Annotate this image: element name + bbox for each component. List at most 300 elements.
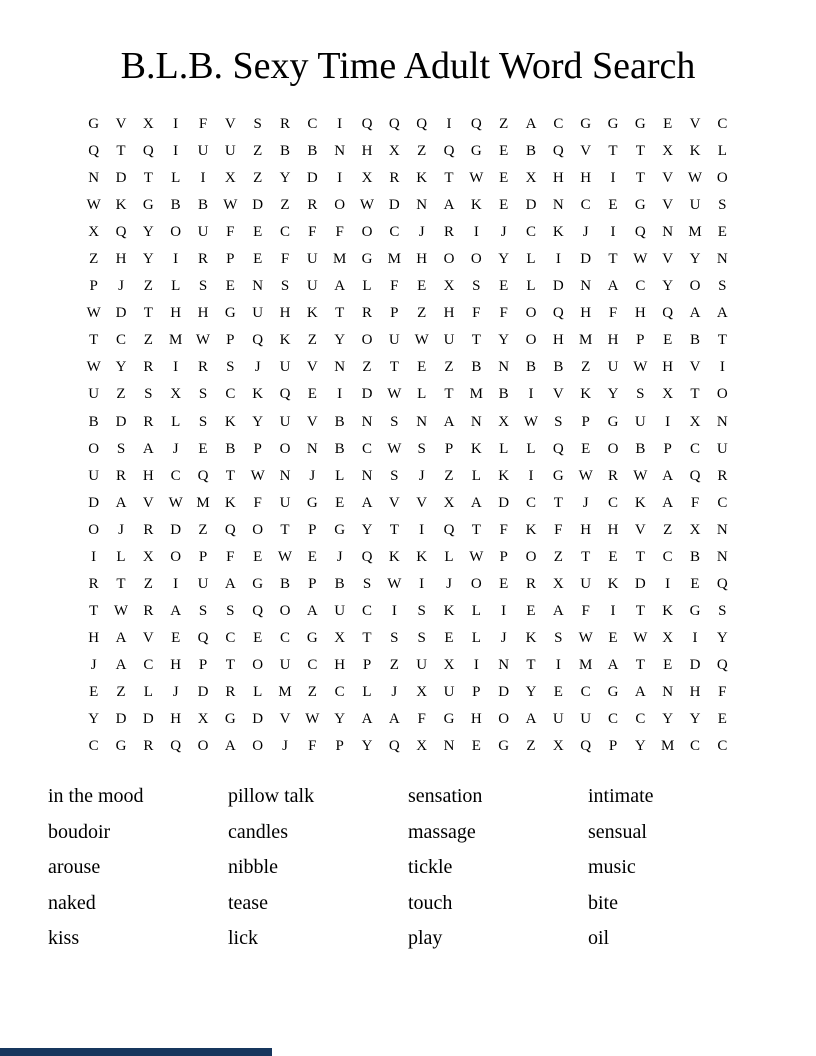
grid-cell: O [334,197,346,214]
grid-cell: G [607,413,619,430]
grid-cell: D [115,413,127,430]
grid-cell: V [634,521,646,538]
grid-cell: U [443,332,455,349]
grid-cell: R [143,413,154,430]
grid-cell: U [224,143,236,160]
grid-cell: I [555,656,561,673]
grid-cell: M [688,224,702,241]
grid-cell: N [716,251,728,268]
grid-cell: O [252,521,264,538]
grid-cell: C [361,602,372,619]
grid-cell: R [143,738,154,755]
grid-cell: Q [580,738,592,755]
grid-cell: C [170,467,181,484]
grid-cell: Q [252,332,264,349]
word-item: play [408,927,443,949]
grid-cell: Y [607,386,619,403]
grid-cell: E [717,711,727,728]
grid-cell: W [387,440,402,457]
grid-cell: Q [388,738,400,755]
grid-cell: T [89,602,99,619]
grid-cell: A [142,440,154,457]
grid-cell: A [634,684,646,700]
grid-cell: H [607,521,619,538]
grid-cell: Q [252,602,264,619]
grid-cell: W [168,494,183,511]
grid-cell: C [225,629,236,646]
grid-cell: J [336,548,343,565]
grid-cell: D [252,197,264,214]
grid-cell: G [443,711,455,728]
grid-cell: R [197,251,208,268]
grid-cell: S [253,116,262,133]
grid-cell: V [662,170,674,187]
grid-cell: E [581,440,591,457]
grid-cell: Y [498,251,510,268]
grid-cell: K [224,494,236,511]
grid-cell: F [581,602,590,619]
grid-cell: K [416,170,428,187]
grid-cell: X [662,629,674,646]
grid-cell: T [389,359,399,376]
grid-cell: S [718,278,727,295]
grid-cell: W [387,575,402,592]
grid-cell: U [197,143,209,160]
word-list [48,779,788,957]
grid-cell: S [198,278,208,295]
grid-cell: G [634,197,646,214]
grid-cell: B [525,143,536,160]
grid-cell: I [446,116,452,133]
grid-cell: J [500,224,507,241]
grid-cell: C [717,116,728,133]
grid-cell: D [580,251,592,268]
grid-cell: V [580,143,592,160]
grid-cell: Q [170,738,182,755]
grid-cell: U [689,197,701,214]
grid-cell: J [418,224,425,241]
grid-cell: C [143,656,154,673]
grid-cell: I [173,143,179,160]
word-list-column-4 [588,779,768,957]
grid-cell: B [334,413,345,430]
grid-cell: L [471,467,481,484]
grid-cell: A [334,278,346,295]
grid-cell: O [170,548,182,565]
grid-cell: Z [526,738,536,755]
grid-cell: T [116,575,126,592]
grid-cell: B [170,197,181,214]
grid-cell: G [470,143,482,160]
grid-cell: K [279,332,291,349]
grid-cell: R [143,359,154,376]
grid-cell: L [526,278,536,295]
grid-cell: V [115,116,127,133]
grid-cell: X [224,170,236,187]
grid-cell: Z [143,575,153,592]
grid-cell: U [443,684,455,700]
grid-cell: A [607,278,619,295]
grid-cell: U [197,224,209,241]
grid-cell: G [115,738,127,755]
grid-cell: H [662,359,674,376]
grid-cell: Y [662,278,674,295]
grid-cell: I [173,359,179,376]
word-list-column-1 [48,779,228,957]
grid-cell: S [226,359,235,376]
grid-cell: N [306,440,318,457]
grid-cell: H [580,305,592,322]
grid-cell: O [716,386,728,403]
grid-cell: Q [279,386,291,403]
grid-cell: A [224,575,236,592]
grid-cell: P [636,332,645,349]
grid-cell: R [525,575,536,592]
grid-cell: W [86,359,101,376]
grid-cell: S [198,602,208,619]
grid-cell: N [252,278,264,295]
grid-cell: W [633,359,648,376]
grid-cell: K [306,305,318,322]
grid-cell: Y [716,629,728,646]
grid-cell: E [499,197,509,214]
grid-cell: C [607,494,618,511]
grid-cell: F [198,116,208,133]
grid-cell: L [362,278,372,295]
grid-cell: U [88,467,100,484]
grid-cell: I [610,224,616,241]
grid-cell: X [170,386,182,403]
grid-cell: E [471,738,481,755]
grid-cell: A [716,305,728,322]
grid-cell: E [663,656,673,673]
grid-cell: T [635,143,645,160]
grid-cell: X [525,170,537,187]
grid-cell: I [337,386,343,403]
grid-cell: J [391,684,398,700]
grid-cell: Q [197,629,209,646]
grid-cell: G [552,467,564,484]
grid-cell: U [634,413,646,430]
grid-cell: S [472,278,481,295]
grid-cell: S [554,413,563,430]
grid-cell: X [689,521,701,538]
grid-cell: O [279,440,291,457]
grid-cell: O [88,440,100,457]
grid-cell: Y [334,711,346,728]
word-list-column-3 [408,779,588,957]
word-item: intimate [588,785,654,807]
grid-cell: E [89,684,99,700]
grid-cell: Z [389,656,399,673]
grid-cell: P [472,684,481,700]
grid-cell: B [471,359,482,376]
grid-cell: W [633,629,648,646]
grid-cell: T [143,170,153,187]
word-item: candles [228,820,288,843]
grid-cell: A [662,467,674,484]
grid-cell: L [171,278,181,295]
grid-cell: W [578,467,593,484]
grid-cell: I [501,602,507,619]
grid-cell: I [337,116,343,133]
grid-cell: H [88,629,100,646]
grid-cell: U [416,656,428,673]
grid-cell: L [471,629,481,646]
grid-cell: J [254,359,261,376]
grid-cell: Z [198,521,208,538]
grid-cell: S [636,386,645,403]
grid-cell: A [306,602,318,619]
grid-cell: F [554,521,563,538]
grid-cell: G [142,197,154,214]
grid-cell: W [195,332,211,349]
grid-cell: V [279,711,291,728]
grid-cell: F [608,305,618,322]
grid-cell: G [689,602,701,619]
grid-cell: W [578,629,593,646]
word-item: in the mood [48,785,144,807]
grid-cell: G [634,116,646,133]
grid-cell: L [417,386,427,403]
grid-cell: D [498,494,510,511]
grid-cell: X [552,738,564,755]
grid-cell: F [335,224,344,241]
grid-cell: C [635,278,646,295]
grid-cell: T [444,170,454,187]
grid-cell: S [144,386,153,403]
grid-cell: A [662,494,674,511]
word-item: naked [48,891,96,914]
grid-cell: R [225,684,236,700]
grid-cell: J [500,629,507,646]
word-item: sensual [588,820,647,843]
grid-cell: N [279,467,291,484]
grid-cell: U [279,656,291,673]
grid-cell: Z [444,467,454,484]
grid-cell: Z [116,386,126,403]
grid-cell: X [443,278,455,295]
grid-cell: E [553,684,563,700]
grid-cell: R [143,602,154,619]
grid-cell: T [553,494,563,511]
grid-cell: N [498,656,510,673]
grid-cell: S [362,575,372,592]
grid-cell: L [171,413,181,430]
grid-cell: Y [252,413,264,430]
grid-cell: F [308,224,317,241]
grid-cell: G [88,116,100,133]
grid-cell: A [170,602,182,619]
grid-cell: E [253,548,263,565]
grid-cell: O [689,278,701,295]
grid-cell: I [173,575,179,592]
grid-cell: O [525,305,537,322]
grid-cell: C [607,711,618,728]
word-item: kiss [48,927,80,949]
grid-cell: K [552,224,564,241]
grid-cell: D [552,278,564,295]
grid-cell: B [197,197,208,214]
grid-cell: N [334,143,346,160]
grid-cell: Z [417,143,427,160]
grid-cell: D [306,170,318,187]
grid-cell: Z [307,332,317,349]
grid-cell: Z [417,305,427,322]
grid-cell: X [142,548,154,565]
grid-cell: Q [552,305,564,322]
grid-cell: A [115,494,127,511]
grid-cell: M [332,251,347,268]
grid-cell: A [361,711,373,728]
grid-cell: Y [115,359,127,376]
grid-cell: P [308,575,317,592]
grid-cell: T [225,656,235,673]
grid-cell: B [525,359,536,376]
grid-cell: H [470,711,482,728]
grid-cell: V [662,251,674,268]
grid-cell: A [115,629,127,646]
grid-cell: K [224,413,236,430]
grid-cell: L [471,602,481,619]
grid-cell: L [335,467,345,484]
grid-cell: E [717,224,727,241]
grid-cell: W [687,170,703,187]
grid-cell: V [388,494,400,511]
grid-cell: T [526,656,536,673]
grid-cell: H [634,305,646,322]
grid-cell: I [337,170,343,187]
grid-cell: S [417,602,426,619]
grid-cell: Q [115,224,127,241]
grid-cell: C [635,711,646,728]
grid-cell: F [226,548,235,565]
grid-cell: E [335,494,345,511]
grid-cell: Z [553,548,563,565]
grid-cell: X [334,629,346,646]
grid-cell: Q [88,143,100,160]
grid-cell: X [197,711,209,728]
grid-cell: O [498,711,510,728]
grid-cell: R [389,170,400,187]
grid-cell: H [416,251,428,268]
grid-cell: X [443,494,455,511]
grid-cell: F [253,494,262,511]
grid-cell: E [526,602,536,619]
grid-cell: V [416,494,428,511]
grid-cell: X [416,684,428,700]
grid-cell: W [277,548,293,565]
grid-cell: F [390,278,399,295]
grid-cell: N [716,548,728,565]
grid-cell: N [470,413,482,430]
grid-cell: O [170,224,182,241]
grid-cell: I [473,656,479,673]
grid-cell: C [553,116,564,133]
grid-cell: Z [581,359,591,376]
grid-cell: T [143,305,153,322]
grid-cell: Q [552,440,564,457]
grid-cell: D [525,197,537,214]
grid-cell: C [225,386,236,403]
grid-cell: O [252,656,264,673]
grid-cell: G [580,116,592,133]
grid-cell: Q [224,521,236,538]
grid-cell: P [581,413,590,430]
grid-cell: D [388,197,400,214]
grid-cell: A [443,413,455,430]
word-item: pillow talk [228,785,315,807]
grid-cell: N [716,521,728,538]
grid-cell: Z [307,684,317,700]
grid-cell: E [663,332,673,349]
grid-cell: M [387,251,401,268]
grid-cell: F [280,251,290,268]
grid-cell: Z [143,278,153,295]
grid-cell: J [282,738,288,755]
grid-cell: C [307,656,318,673]
grid-cell: T [335,305,345,322]
grid-cell: K [470,197,482,214]
grid-cell: T [635,656,645,673]
grid-cell: W [250,467,265,484]
grid-cell: N [416,197,428,214]
grid-cell: H [170,305,182,322]
grid-cell: O [279,602,291,619]
grid-cell: U [279,413,291,430]
grid-cell: E [499,278,509,295]
grid-cell: H [443,305,455,322]
grid-cell: A [115,656,127,673]
grid-cell: X [498,413,510,430]
grid-cell: V [662,197,674,214]
grid-cell: C [389,224,400,241]
grid-cell: H [334,656,346,673]
grid-cell: E [253,224,263,241]
grid-cell: H [115,251,127,268]
grid-cell: Q [634,224,646,241]
grid-cell: J [90,656,97,673]
grid-cell: W [469,548,484,565]
grid-cell: F [499,521,508,538]
grid-cell: X [388,143,400,160]
grid-cell: L [116,548,126,565]
grid-cell: W [523,413,539,430]
grid-cell: E [608,197,618,214]
grid-cell: S [198,413,208,430]
grid-cell: X [142,116,154,133]
grid-cell: C [115,332,126,349]
grid-cell: S [718,602,727,619]
grid-cell: Q [716,656,728,673]
grid-cell: V [306,413,318,430]
grid-cell: C [580,197,591,214]
grid-cell: W [86,305,101,322]
grid-cell: G [607,116,619,133]
grid-cell: O [197,738,209,755]
grid-cell: C [662,548,673,565]
grid-cell: G [334,521,346,538]
grid-cell: A [470,494,482,511]
grid-cell: K [607,575,619,592]
grid-cell: Y [88,711,100,728]
grid-cell: W [113,602,129,619]
grid-cell: H [689,684,701,700]
word-item: tickle [408,856,453,878]
grid-cell: R [115,467,126,484]
grid-cell: M [278,684,292,700]
grid-cell: K [115,197,127,214]
